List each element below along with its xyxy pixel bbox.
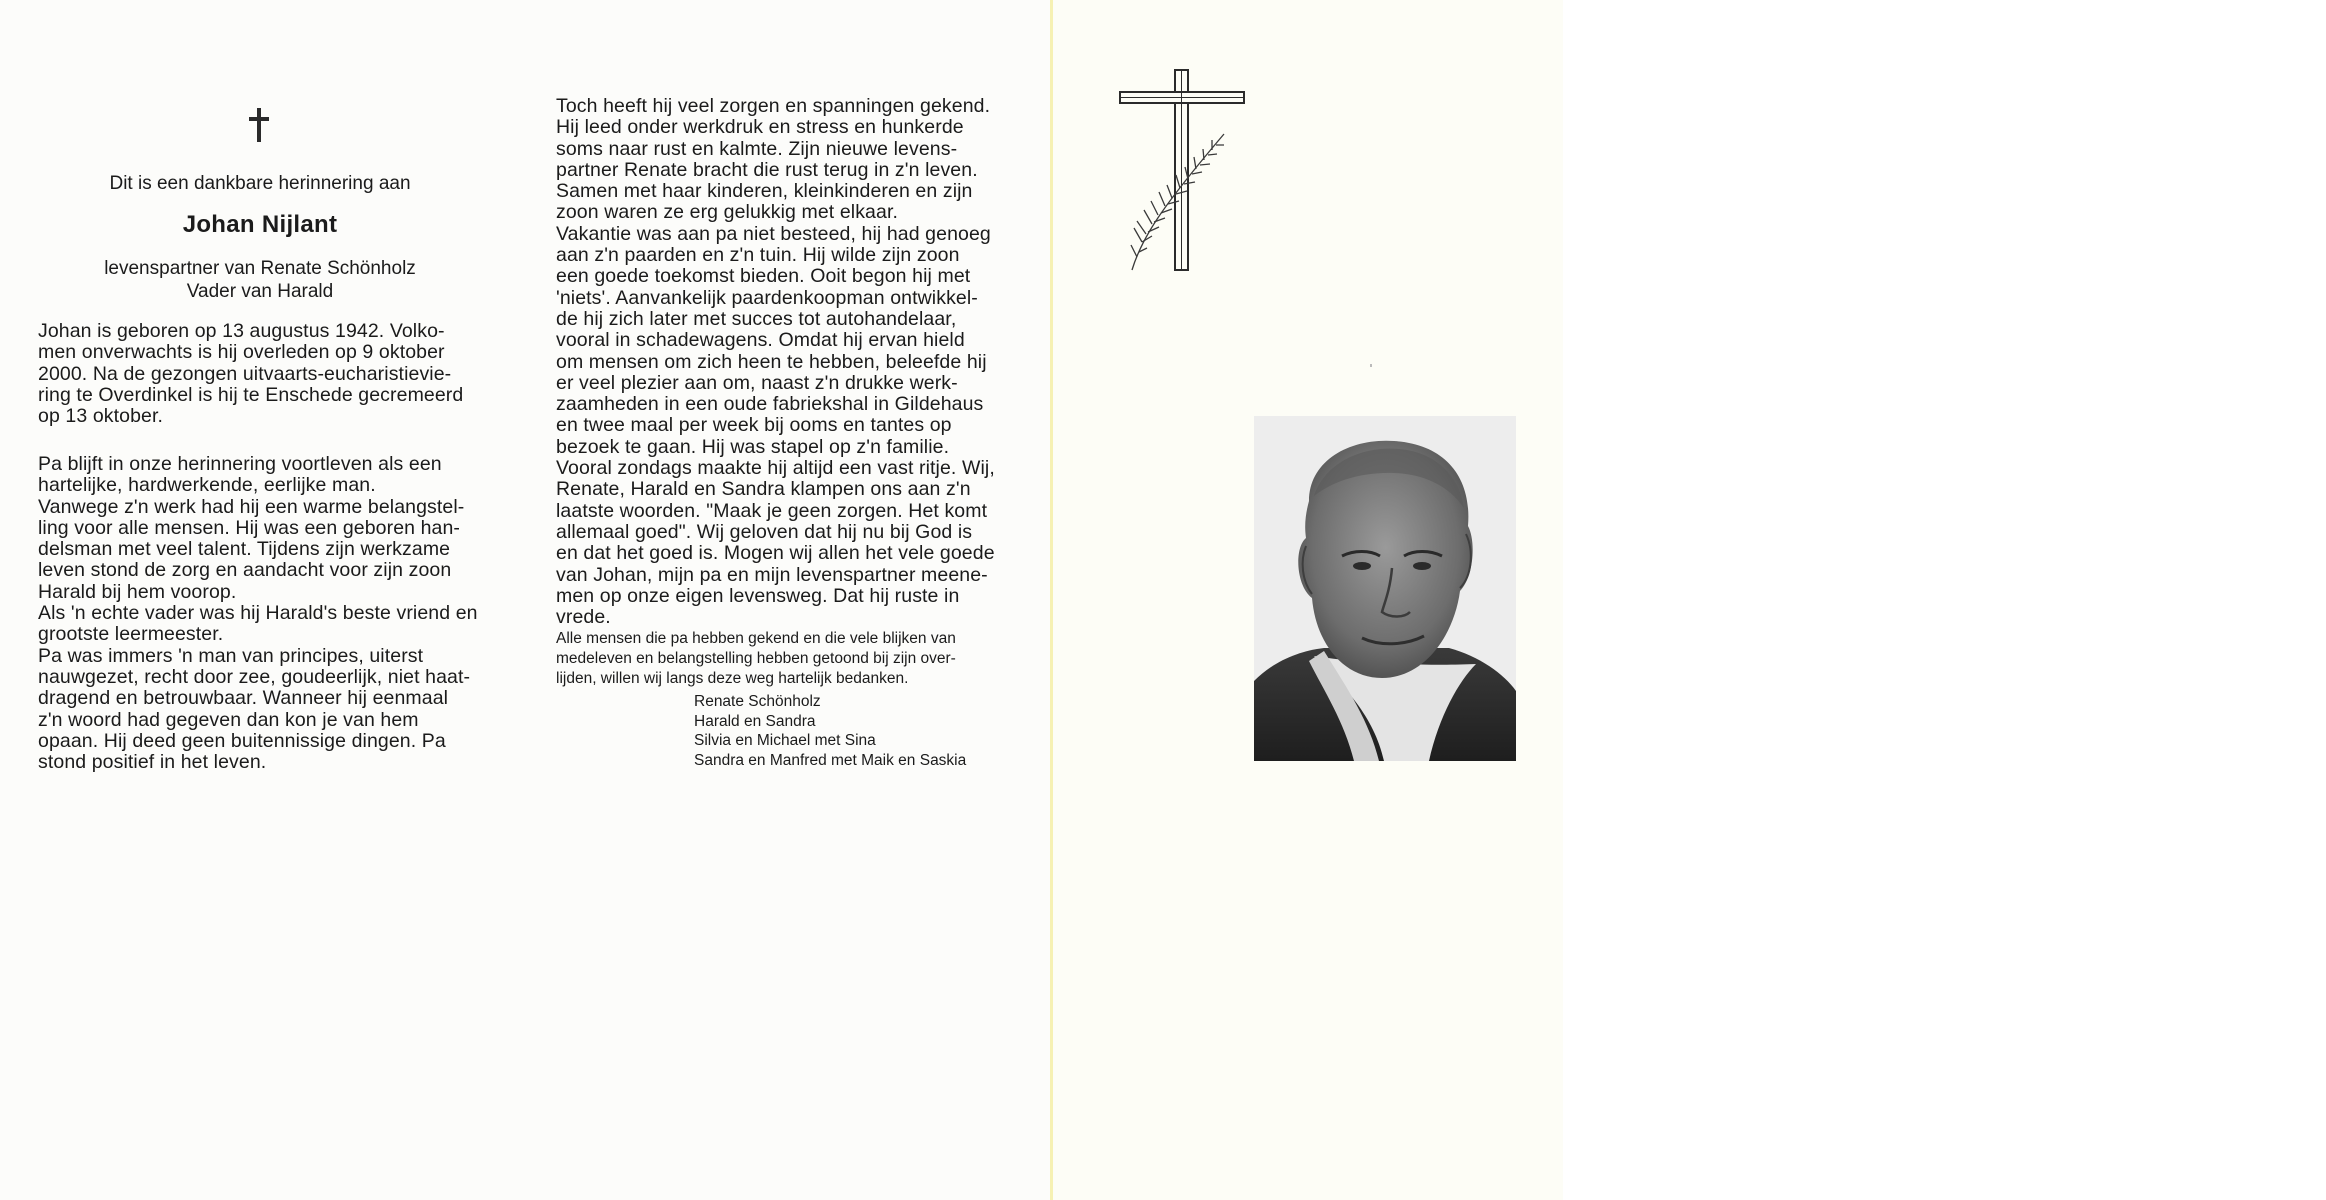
paragraph-thanks: Alle mensen die pa hebben gekend en die vele blijken van medeleven en belangstelling hebben getoond bij zijn over- lijden, willen wij langs deze weg hartelijk bedanken. xyxy=(556,630,956,687)
cross-icon xyxy=(246,108,272,142)
signature-line: Silvia en Michael met Sina xyxy=(694,732,876,749)
signature-line: Sandra en Manfred met Maik en Saskia xyxy=(694,751,967,769)
subtitle-partner: levenspartner van Renate Schönholz xyxy=(104,258,416,279)
signature-line: Harald en Sandra xyxy=(694,712,816,730)
portrait-illustration xyxy=(1254,416,1516,761)
subtitle-father: Vader van Harald xyxy=(186,281,334,302)
subtitle xyxy=(0,257,520,303)
portrait-photo xyxy=(1254,416,1516,761)
paragraph-character: Pa blijft in onze herinnering voortleven als een hartelijke, hardwerkende, eerlijke man. Vanwege z'n werk had hij een warme belangstel- ling voor alle mensen. Hij was een geboren han- delsman met veel talent. Tijdens zijn werkzame leven stond de zorg en aandacht voor zijn zoon Harald bij hem voorop. Als 'n echte vader was hij Harald's beste vriend en grootste leermeester. Pa was immers 'n man van principes, uiterst nauwgezet, recht door zee, goudeerlijk, niet haat- dragend en betrouwbaar. Wanneer hij eenmaal z'n woord had gegeven dan kon je van hem opaan. Hij deed geen buitennissige dingen. Pa stond positief in het leven. xyxy=(38,453,478,774)
signature-line: Renate Schönholz xyxy=(694,693,821,710)
cross-with-palm-icon xyxy=(1112,62,1252,282)
paragraph-birth-death: Johan is geboren op 13 augustus 1942. Volko- men onverwachts is hij overleden op 9 oktober 2000. Na de gezongen uitvaarts-eucharistievie- ring te Overdinkel is hij te Enschede gecremeerd op 13 oktober. xyxy=(38,320,464,428)
signatures xyxy=(694,692,1024,770)
deceased-name: Johan Nijlant xyxy=(182,211,338,238)
intro-line: Dit is een dankbare herinnering aan xyxy=(109,173,411,194)
paragraph-life: Toch heeft hij veel zorgen en spanningen gekend. Hij leed onder werkdruk en stress en hunkerde soms naar rust en kalmte. Zijn nieuwe levens- partner Renate bracht die rust terug in z'n leven. Samen met haar kinderen, kleinkinderen en zijn zoon waren ze erg gelukkig met elkaar. Vakantie was aan pa niet besteed, hij had genoeg aan z'n paarden en z'n tuin. Hij wilde zijn zoon een goede toekomst bieden. Ooit begon hij met 'niets'. Aanvankelijk paardenkoopman ontwikkel- de hij zich later met succes tot autohandelaar, vooral in schadewagens. Omdat hij ervan hield om mensen om zich heen te hebben, beleefde hij er veel plezier aan om, naast z'n drukke werk- zaamheden in een oude fabriekshal in Gildehaus en twee maal per week bij ooms en tantes op bezoek te gaan. Hij was stapel op z'n familie. Vooral zondags maakte hij altijd een vast ritje. Wij, Renate, Harald en Sandra klampen ons aan z'n laatste woorden. "Maak je geen zorgen. Het komt allemaal goed". Wij geloven dat hij nu bij God is en dat het goed is. Mogen wij allen het vele goede van Johan, mijn pa en mijn levenspartner meene- men op onze eigen levensweg. Dat hij ruste in vrede. xyxy=(556,95,995,629)
speck xyxy=(1370,364,1372,367)
